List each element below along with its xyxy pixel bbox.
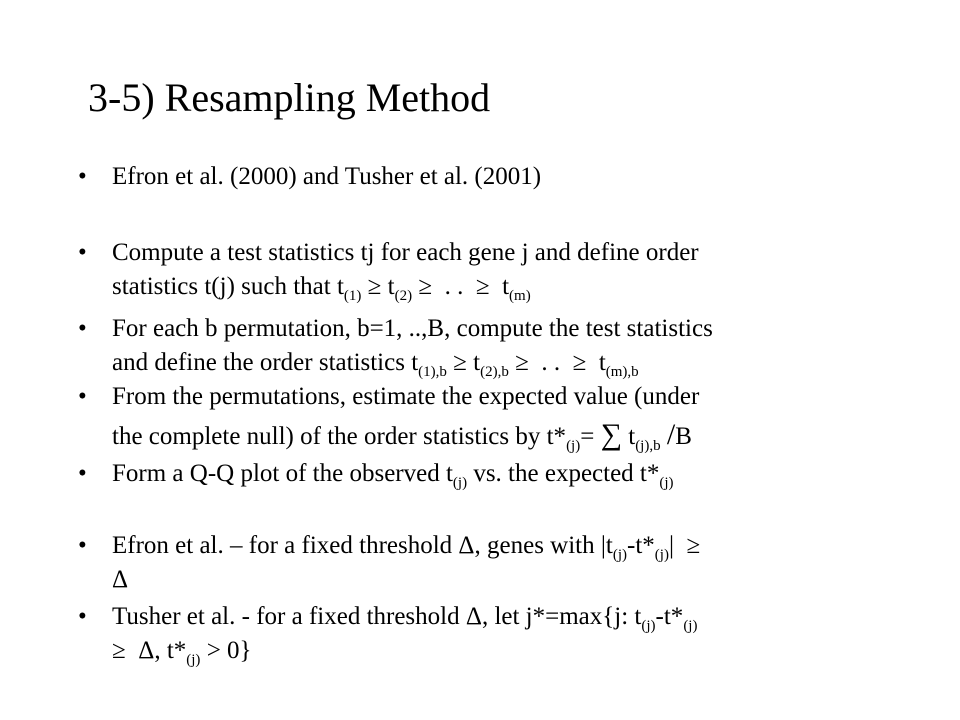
subscript: (1) xyxy=(343,288,362,304)
ge-symbol: ≥ xyxy=(572,349,587,376)
bullet-4-line-2 xyxy=(112,420,878,454)
delta-symbol: Δ xyxy=(138,637,155,664)
subscript: (2),b xyxy=(480,364,509,380)
bullet-marker: • xyxy=(78,163,87,190)
bullet-7-line-2 xyxy=(112,634,878,668)
bullet-item xyxy=(78,457,878,491)
slash: / xyxy=(666,418,676,451)
ge-symbol: ≥ xyxy=(686,532,701,559)
text-run: t xyxy=(473,349,481,376)
text-run: t xyxy=(387,273,395,300)
subscript: (1),b xyxy=(418,364,447,380)
ge-symbol: ≥ xyxy=(418,273,433,300)
text-run: | xyxy=(668,532,674,559)
text-run: t* xyxy=(635,532,655,559)
text-run: - xyxy=(655,603,664,630)
bullet-marker: • xyxy=(78,532,87,559)
ge-symbol: ≥ xyxy=(453,349,467,376)
text-run: Form a Q-Q plot of the observed t xyxy=(112,460,453,487)
bullet-text xyxy=(112,600,878,668)
text-run: > 0} xyxy=(200,637,252,664)
text-run: t* xyxy=(663,603,684,630)
bullet-item xyxy=(78,600,878,668)
text-run: statistics t(j) such that t xyxy=(112,273,344,300)
bullet-2-line-2 xyxy=(112,270,878,304)
text-run: t xyxy=(502,273,510,300)
bullet-text xyxy=(112,236,878,304)
text-run: B xyxy=(675,423,692,450)
subscript: (j) xyxy=(654,547,669,563)
bullet-3-line-1: For each b permutation, b=1, ..,B, compute the test statistics xyxy=(112,315,713,342)
bullet-text xyxy=(112,160,878,194)
ellipsis: . . xyxy=(541,349,561,376)
bullet-text xyxy=(112,457,878,491)
text-run: , let j*=max{j: t xyxy=(481,603,642,630)
subscript: (j) xyxy=(683,618,698,634)
bullet-item xyxy=(78,529,878,597)
slide-title: 3-5) Resampling Method xyxy=(88,75,491,120)
bullet-marker: • xyxy=(78,460,87,487)
subscript: (j) xyxy=(566,438,581,454)
bullet-6-line-2 xyxy=(112,563,878,597)
sigma-symbol: ∑ xyxy=(600,418,622,451)
text-run: Tusher et al. - for a fixed threshold xyxy=(112,603,466,630)
subscript: (j),b xyxy=(635,438,661,454)
subscript: (j) xyxy=(186,652,201,668)
text-run: the complete null) of the order statistics by t* xyxy=(112,423,567,450)
text-run: t xyxy=(628,423,636,450)
subscript: (2) xyxy=(394,288,413,304)
bullet-text xyxy=(112,529,878,597)
subscript: (j) xyxy=(452,475,468,491)
bullet-item xyxy=(78,236,878,304)
ge-symbol: ≥ xyxy=(367,273,382,300)
ellipsis: . . xyxy=(444,273,464,300)
bullet-item xyxy=(78,160,878,194)
ge-symbol: ≥ xyxy=(112,637,126,664)
subscript: (j) xyxy=(659,475,674,491)
delta-symbol: Δ xyxy=(465,603,482,630)
bullet-3-line-2 xyxy=(112,346,878,380)
bullet-item xyxy=(78,312,878,380)
delta-symbol: Δ xyxy=(112,566,129,593)
bullet-item xyxy=(78,380,878,454)
bullet-marker: • xyxy=(78,315,87,342)
bullet-7-line-1 xyxy=(112,600,878,634)
ge-symbol: ≥ xyxy=(475,273,490,300)
bullet-1-line: Efron et al. (2000) and Tusher et al. (2001) xyxy=(112,163,542,190)
bullet-marker: • xyxy=(78,239,87,266)
bullet-text xyxy=(112,380,878,454)
text-run: - xyxy=(627,532,636,559)
delta-symbol: Δ xyxy=(458,532,475,559)
text-run: Efron et al. – for a fixed threshold xyxy=(112,532,459,559)
equals-sign: = xyxy=(580,423,595,450)
text-run: vs. the expected t* xyxy=(467,460,660,487)
subscript: (m),b xyxy=(605,364,639,380)
subscript: (m) xyxy=(509,288,531,304)
text-run: t xyxy=(598,349,606,376)
text-run: , genes with |t xyxy=(474,532,613,559)
text-run: and define the order statistics t xyxy=(112,349,419,376)
bullet-text xyxy=(112,312,878,380)
bullet-2-line-1: Compute a test statistics tj for each gene j and define order xyxy=(112,239,699,266)
text-run: t* xyxy=(166,637,187,664)
subscript: (j) xyxy=(641,618,656,634)
bullet-marker: • xyxy=(78,603,87,630)
subscript: (j) xyxy=(612,547,627,563)
ge-symbol: ≥ xyxy=(515,349,529,376)
text-run: , xyxy=(154,637,167,664)
bullet-marker: • xyxy=(78,383,87,410)
bullet-4-line-1: From the permutations, estimate the expected value (under xyxy=(112,383,700,410)
bullet-6-line-1 xyxy=(112,529,878,563)
bullet-5-line xyxy=(112,457,878,491)
